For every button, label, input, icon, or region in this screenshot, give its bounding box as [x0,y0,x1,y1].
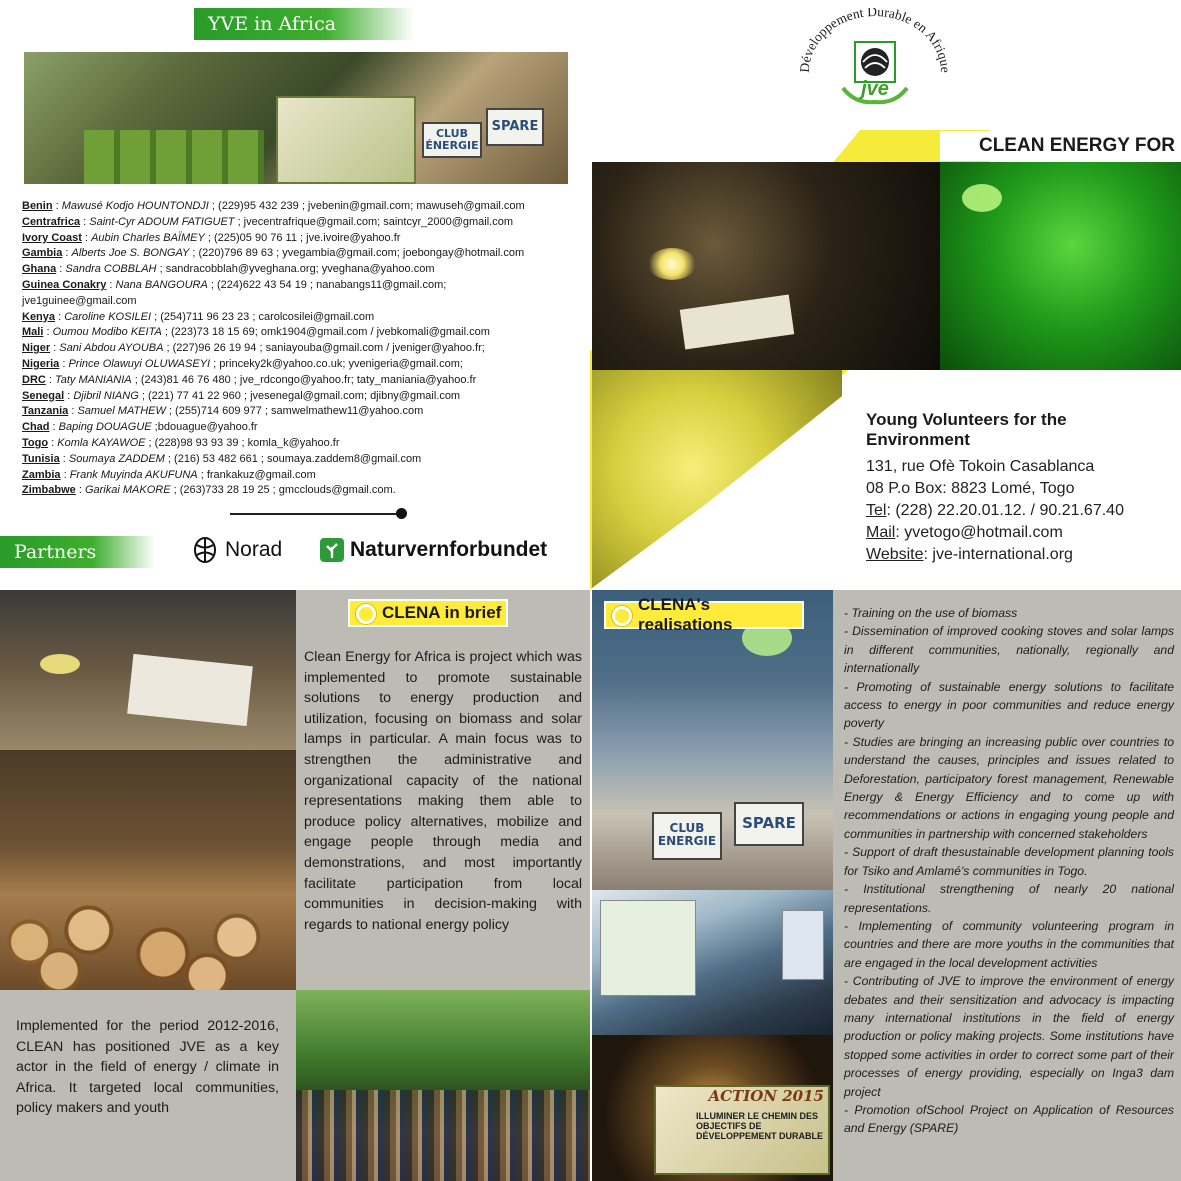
contact-details: ; (220)796 89 63 ; yvegambia@gmail.com; joebongay@hotmail.com [192,247,525,260]
contact-country: Guinea Conakry [22,278,107,291]
naturvern-leaf-icon [320,538,344,562]
contact-person: Frank Muyinda AKUFUNA [69,468,198,481]
contact-row: Nigeria : Prince Olawuyi OLUWASEYI ; princeky2k@yahoo.co.uk; yvenigeria@gmail.com; [22,357,463,370]
contact-country: Zambia [22,468,61,481]
clena-brief-text: Clean Energy for Africa is project which was implemented to promote sustainable solutions to energy production and utilization, focusing on biomass and solar lamps in particular. A main focus was to strengthen the administrative and organizational capacity of the national representations making them able to produce policy alternatives, mobilize and engage people through media and demonstrations, and most importantly facilitate participation from local communities in decision-making with regards to national energy policy [304,649,582,933]
contact-row: Zambia : Frank Muyinda AKUFUNA ; frankakuz@gmail.com [22,468,316,481]
contact-country: Gambia [22,247,63,260]
contact-details: ; (221) 77 41 22 960 ; jvesenegal@gmail.com; djibny@gmail.com [141,389,461,402]
norad-label: Norad [225,538,283,561]
contact-person: Sani Abdou AYOUBA [59,342,164,355]
org-name: Young Volunteers for the Environment [866,410,1067,449]
contact-person: Caroline KOSILEI [64,310,152,323]
contact-details: ; (228)98 93 93 39 ; komla_k@yahoo.fr [148,436,340,449]
contact-details: jve1guinee@gmail.com [22,294,137,307]
contact-country: Benin [22,200,53,212]
contact-row: Ivory Coast : Aubin Charles BAÏMEY ; (225)05 90 76 11 ; jve.ivoire@yahoo.fr [22,231,401,244]
contact-details: ; frankakuz@gmail.com [200,468,316,481]
contact-row: Guinea Conakry : Nana BANGOURA ; (224)622 43 54 19 ; nanabangs11@gmail.com; [22,278,447,291]
contact-details: ; (243)81 46 76 480 ; jve_rdcongo@yahoo.fr; taty_maniania@yahoo.fr [134,373,477,386]
jve-logo [795,8,955,118]
contact-country: Zimbabwe [22,484,76,497]
contact-details: ; sandracobblah@yveghana.org; yveghana@yahoo.com [159,263,435,276]
contact-details: ; (255)714 609 977 ; samwelmathew11@yahoo.com [168,405,424,418]
contact-row [22,294,582,310]
contact-row: Ghana : Sandra COBBLAH ; sandracobblah@yveghana.org; yveghana@yahoo.com [22,263,435,276]
clena-brief-title: CLENA in brief [382,603,502,622]
contact-details: ; (227)96 26 19 94 ; saniayouba@gmail.com / jveniger@yahoo.fr; [166,342,485,355]
partners-title: Partners [14,541,97,563]
yve-in-africa-header [194,8,414,40]
naturvern-logo [320,538,547,562]
contact-row: Niger : Sani Abdou AYOUBA ; (227)96 26 19 94 ; saniayouba@gmail.com / jveniger@yahoo.fr; [22,342,485,355]
mail-line [866,522,1166,544]
mail-value: : yvetogo@hotmail.com [895,524,1063,541]
contact-country: Senegal [22,389,65,402]
realisation-item: - Training on the use of biomass [844,606,1018,620]
contact-country: Chad [22,421,50,434]
contact-details: ; (225)05 90 76 11 ; jve.ivoire@yahoo.fr [207,231,401,244]
contact-country: Niger [22,342,51,355]
contact-country: Tunisia [22,452,60,465]
forest-gathering-photo [296,990,590,1181]
contact-row: Zimbabwe : Garikai MAKORE ; (263)733 28 19 25 ; gmcclouds@gmail.com. [22,484,396,497]
contact-person: Nana BANGOURA [115,278,208,291]
realisation-item: - Dissemination of improved cooking stoves and solar lamps in different communities, nationally, regionally and internationally [844,624,1174,676]
contact-country: Ivory Coast [22,231,82,244]
contact-row: Mali : Oumou Modibo KEITA ; (223)73 18 15 69; omk1904@gmail.com / jvebkomali@gmail.com [22,326,490,339]
club-energie-sign: CLUB ÉNERGIE [425,127,479,152]
tel-value: : (228) 22.20.01.12. / 90.21.67.40 [886,502,1124,519]
candle-event-photo [592,1035,833,1181]
contact-details: ;bdouague@yahoo.fr [154,421,258,434]
contact-details: ; (263)733 28 19 25 ; gmcclouds@gmail.com. [173,484,396,497]
naturvern-label: Naturvernforbundet [350,538,548,561]
contact-row: Benin : Mawusé Kodjo HOUNTONDJI ; (229)95 432 239 ; jvebenin@gmail.com; mawuseh@gmail.com [22,200,525,212]
contacts-divider [230,513,400,515]
tel-label: Tel [866,502,887,519]
contact-row: Centrafrica : Saint-Cyr ADOUM FATIGUET ; jvecentrafrique@gmail.com; saintcyr_2000@gmail.com [22,215,514,228]
clena-realisations-title: CLENA's realisations [638,595,733,634]
illuminer-text: ILLUMINER LE CHEMIN DES OBJECTIFS DE DÉVELOPPEMENT DURABLE [696,1111,824,1141]
action-2015-text: ACTION 2015 [708,1087,824,1105]
contact-details: ; (216) 53 482 661 ; soumaya.zaddem8@gmail.com [167,452,422,465]
students-photo [0,590,296,750]
contact-person: Prince Olawuyi OLUWASEYI [68,357,211,370]
contact-person: Baping DOUAGUE [58,421,152,434]
contact-address-block [866,410,1166,566]
spare-sign: SPARE [491,119,539,134]
contact-row: Senegal : Djibril NIANG ; (221) 77 41 22 960 ; jvesenegal@gmail.com; djibny@gmail.com [22,389,461,402]
contact-details: ; (224)622 43 54 19 ; nanabangs11@gmail.com; [210,278,447,291]
contact-person: Oumou Modibo KEITA [52,326,162,339]
contact-details: ; (223)73 18 15 69; omk1904@gmail.com / jvebkomali@gmail.com [164,326,490,339]
contact-person: Taty MANIANIA [55,373,132,386]
contact-person: Saint-Cyr ADOUM FATIGUET [89,215,235,228]
expo-photo [592,890,833,1035]
website-line [866,544,1166,566]
contact-person: Soumaya ZADDEM [68,452,165,465]
realisations-list [844,604,1174,1138]
contact-person: Alberts Joe S. BONGAY [71,247,190,260]
bullet-dot-icon [356,604,376,624]
contact-row: Gambia : Alberts Joe S. BONGAY ; (220)796 89 63 ; yvegambia@gmail.com; joebongay@hotmail.com [22,247,525,260]
contact-person: Samuel MATHEW [77,405,166,418]
contact-person: Komla KAYAWOE [57,436,146,449]
divider-dot [396,508,407,519]
contact-person: Mawusé Kodjo HOUNTONDJI [61,200,209,212]
norad-logo [193,536,282,564]
green-lamp-photo [940,162,1181,370]
realisation-item: - Institutional strengthening of nearly 20 national representations. [844,882,1174,915]
yve-in-africa-title: YVE in Africa [208,13,337,35]
realisation-item: - Promoting of sustainable energy solutions to facilitate access to energy in poor communities and reduce energy poverty [844,679,1174,731]
contact-list [22,199,582,499]
address-line-2: 08 P.o Box: 8823 Lomé, Togo [866,480,1075,497]
contact-details: ; (229)95 432 239 ; jvebenin@gmail.com; mawuseh@gmail.com [211,200,525,212]
contact-country: Centrafrica [22,215,81,228]
club-energie-sign-2: CLUB ENERGIE [657,821,717,848]
school-photo [592,590,833,890]
partners-header [0,536,155,568]
website-value: : jve-international.org [923,546,1073,563]
contact-details: ; (254)711 96 23 23 ; carolcosilei@gmail.com [154,310,375,323]
contact-country: Kenya [22,310,56,323]
contact-person: Garikai MAKORE [84,484,171,497]
tel-line [866,500,1166,522]
contact-person: Djibril NIANG [73,389,139,402]
solar-lamp-photo [592,162,940,370]
bullet-dot-icon-2 [612,606,632,626]
contact-person: Sandra COBBLAH [65,263,157,276]
contact-row: Tanzania : Samuel MATHEW ; (255)714 609 977 ; samwelmathew11@yahoo.com [22,405,424,418]
realisation-item: - Promotion ofSchool Project on Application of Resources and Energy (SPARE) [844,1102,1174,1136]
contact-row: Tunisia : Soumaya ZADDEM ; (216) 53 482 661 ; soumaya.zaddem8@gmail.com [22,452,422,465]
realisation-item: - Support of draft thesustainable development planning tools for Tsiko and Amlamé's communities in Togo. [844,845,1174,878]
contact-row: Chad : Baping DOUAGUE ;bdouague@yahoo.fr [22,421,258,434]
clean-energy-banner [940,131,1181,161]
logo-arc-text: Développement Durable en Afrique [796,8,954,74]
address-line-1: 131, rue Ofè Tokoin Casablanca [866,458,1095,475]
contact-details: ; princeky2k@yahoo.co.uk; yvenigeria@gmail.com; [213,357,463,370]
implemented-text: Implemented for the period 2012-2016, CLEAN has positioned JVE as a key actor in the field of energy / climate in Africa. It targeted local communities, policy makers and youth [16,1018,279,1117]
logo-word: jve [861,78,889,100]
contact-details: ; jvecentrafrique@gmail.com; saintcyr_2000@gmail.com [237,215,514,228]
contact-country: Nigeria [22,357,60,370]
firewood-photo [0,750,296,990]
realisation-item: - Implementing of community volunteering program in countries and there are more youths in the communities that are engaged in the local development activities [844,918,1174,970]
clena-realisations-tag [604,595,804,634]
contact-country: Mali [22,326,44,339]
mail-label: Mail [866,524,896,541]
contact-row: Kenya : Caroline KOSILEI ; (254)711 96 23 23 ; carolcosilei@gmail.com [22,310,375,323]
yve-top-photo [24,52,568,184]
realisation-item: - Contributing of JVE to improve the environment of energy debates and their sensitization and advocacy is impacting many international institutions in the field of energy production or policy making projects. Some institutions have stopped some activities in order to correct some part of their processes of energy providing, especially on Inga3 dam project [844,974,1174,1099]
realisation-item: - Studies are bringing an increasing public over countries to understand the causes, principles and issues related to Deforestation, participatory forest management, Renewable Energy & Energy Efficiency and to come up with recommendations or actions in engaging young people and communities in partnership with concerned stakeholders [844,734,1174,841]
contact-country: Tanzania [22,405,69,418]
contact-row: DRC : Taty MANIANIA ; (243)81 46 76 480 ; jve_rdcongo@yahoo.fr; taty_maniania@yahoo.fr [22,373,477,386]
clean-energy-title: CLEAN ENERGY FOR [978,135,1175,156]
contact-country: DRC [22,373,46,386]
norad-emblem-icon [193,536,217,564]
contact-country: Ghana [22,263,57,276]
contact-country: Togo [22,436,49,449]
contact-person: Aubin Charles BAÏMEY [91,231,205,244]
contact-row: Togo : Komla KAYAWOE ; (228)98 93 93 39 ; komla_k@yahoo.fr [22,436,340,449]
spare-sign-2: SPARE [742,814,796,832]
website-label: Website [866,546,924,563]
clena-brief-tag [348,599,508,627]
